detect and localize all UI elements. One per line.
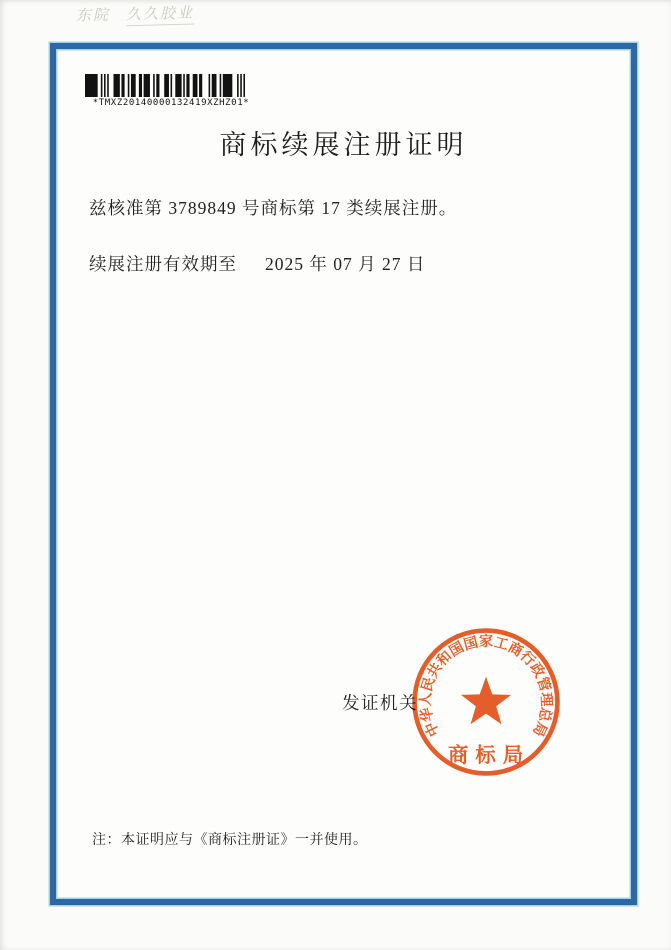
seal-bottom-text: 商标局 [448, 744, 531, 767]
validity-line [89, 251, 425, 276]
handwritten-note [76, 1, 195, 25]
usage-note: 注：本证明应与《商标注册证》一并使用。 [92, 833, 368, 848]
certificate-frame [50, 43, 637, 905]
seal-ring-text: 中华人民共和国国家工商行政管理总局 [418, 634, 554, 739]
barcode-bars-icon [85, 74, 245, 97]
handwritten-note-part2: 久久胶业 [126, 3, 195, 26]
issuer-label: 发证机关 [342, 693, 418, 713]
official-seal [410, 626, 562, 778]
barcode-value: *TMXZ20140000132419XZHZ01* [92, 98, 250, 108]
barcode [85, 74, 257, 108]
validity-date: 2025 年 07 月 27 日 [265, 254, 426, 274]
seal-star-icon [461, 677, 511, 725]
approval-line: 兹核准第 3789849 号商标第 17 类续展注册。 [89, 198, 458, 218]
validity-label: 续展注册有效期至 [89, 254, 237, 274]
handwritten-note-part1: 东院 [75, 5, 111, 25]
certificate-title: 商标续展注册证明 [219, 130, 468, 160]
